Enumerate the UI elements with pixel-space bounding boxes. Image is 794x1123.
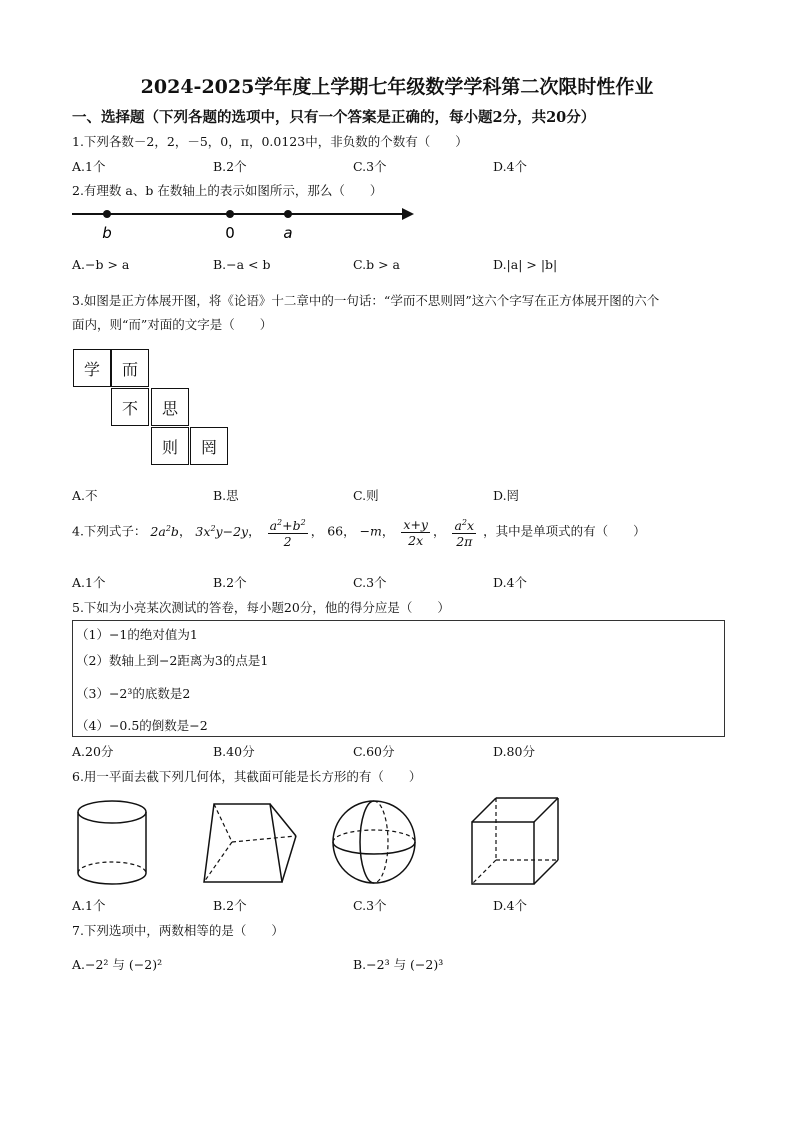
expr-4: 66 bbox=[327, 523, 344, 539]
number-line-arrow bbox=[402, 208, 414, 220]
q4-option-d: D.4个 bbox=[493, 575, 528, 590]
label-b: b bbox=[102, 224, 112, 242]
point-a bbox=[284, 210, 292, 218]
q5-option-c: C.60分 bbox=[353, 744, 395, 759]
q4-option-c: C.3个 bbox=[353, 575, 387, 590]
label-zero: 0 bbox=[225, 224, 235, 242]
q7-option-a: A.−2² 与 (−2)² bbox=[72, 957, 163, 972]
cube-figure bbox=[470, 796, 562, 888]
q3-option-b: B.思 bbox=[213, 488, 239, 503]
q7-option-b: B.−2³ 与 (−2)³ bbox=[353, 957, 444, 972]
point-b bbox=[103, 210, 111, 218]
question-3-stem-line2: 面内，则“而”对面的文字是（ ） bbox=[72, 317, 273, 332]
question-4-stem: 4.下列式子： $2a^2b$， $3x^2y-2y$， $\frac{a^2+b^2}{2}$ ， 66， −m， $\frac{x+y}{2x}$ ， $\frac{a^2x}{2\pi}$ ，其中是单项式的有（ ） bbox=[72, 516, 646, 550]
question-7-stem: 7.下列选项中，两数相等的是（ ） bbox=[72, 923, 284, 938]
sphere-figure bbox=[330, 798, 422, 890]
q4-option-a: A.1个 bbox=[72, 575, 106, 590]
expr-1: $2a^2b$ bbox=[150, 523, 179, 539]
question-2-stem: 2.有理数 a、b 在数轴上的表示如图所示，那么（ ） bbox=[72, 183, 383, 198]
q4-prefix: 4.下列式子： bbox=[72, 523, 147, 539]
expr-2: $3x^2y-2y$ bbox=[195, 523, 249, 539]
net-cell-1: 学 bbox=[73, 349, 111, 387]
expr-5: −m bbox=[359, 523, 382, 539]
q2-option-d: D.|a| > |b| bbox=[493, 257, 558, 272]
number-line bbox=[68, 203, 418, 243]
q5-item-3: （3）−2³的底数是2 bbox=[76, 686, 191, 701]
q1-option-c: C.3个 bbox=[353, 159, 387, 174]
question-1-stem: 1.下列各数－2，2，－5，0，π，0.0123中，非负数的个数有（ ） bbox=[72, 134, 468, 149]
q2-option-a: A.−b > a bbox=[72, 257, 130, 272]
q6-option-a: A.1个 bbox=[72, 898, 106, 913]
q1-option-b: B.2个 bbox=[213, 159, 247, 174]
q5-item-4: （4）−0.5的倒数是−2 bbox=[76, 718, 208, 733]
cylinder-figure bbox=[72, 796, 162, 888]
net-cell-5: 则 bbox=[151, 427, 189, 465]
q5-item-1: （1）−1的绝对值为1 bbox=[76, 627, 198, 642]
q4-suffix: ，其中是单项式的有（ ） bbox=[483, 523, 646, 539]
q6-option-b: B.2个 bbox=[213, 898, 247, 913]
q4-option-b: B.2个 bbox=[213, 575, 247, 590]
q5-option-d: D.80分 bbox=[493, 744, 535, 759]
q1-option-a: A.1个 bbox=[72, 159, 106, 174]
q2-option-b: B.−a < b bbox=[213, 257, 271, 272]
point-zero bbox=[226, 210, 234, 218]
q6-option-c: C.3个 bbox=[353, 898, 387, 913]
expr-7: $\frac{a^2x}{2\pi}$ bbox=[452, 515, 476, 549]
question-5-stem: 5.下如为小亮某次测试的答卷，每小题20分，他的得分应是（ ） bbox=[72, 600, 450, 615]
label-a: a bbox=[283, 224, 293, 242]
question-6-stem: 6.用一平面去截下列几何体，其截面可能是长方形的有（ ） bbox=[72, 769, 422, 784]
question-3-stem-line1: 3.如图是正方体展开图，将《论语》十二章中的一句话：“学而不思则罔”这六个字写在正方体展开图的六个 bbox=[72, 293, 660, 308]
q3-option-c: C.则 bbox=[353, 488, 379, 503]
q3-option-d: D.罔 bbox=[493, 488, 520, 503]
section-heading: 一、选择题（下列各题的选项中，只有一个答案是正确的，每小题2分，共20分） bbox=[72, 109, 596, 126]
net-cell-3: 不 bbox=[111, 388, 149, 426]
net-cell-2: 而 bbox=[111, 349, 149, 387]
q2-option-c: C.b > a bbox=[353, 257, 400, 272]
net-cell-6: 罔 bbox=[190, 427, 228, 465]
q5-option-a: A.20分 bbox=[72, 744, 114, 759]
q5-item-2: （2）数轴上到−2距离为3的点是1 bbox=[76, 653, 269, 668]
page-title: 2024-2025学年度上学期七年级数学学科第二次限时性作业 bbox=[140, 76, 654, 98]
net-cell-4: 思 bbox=[151, 388, 189, 426]
q1-option-d: D.4个 bbox=[493, 159, 528, 174]
expr-3: $\frac{a^2+b^2}{2}$ bbox=[268, 515, 308, 549]
q6-option-d: D.4个 bbox=[493, 898, 528, 913]
prism-figure bbox=[200, 798, 300, 890]
expr-6: $\frac{x+y}{2x}$ bbox=[403, 516, 428, 548]
q3-option-a: A.不 bbox=[72, 488, 98, 503]
q5-option-b: B.40分 bbox=[213, 744, 255, 759]
